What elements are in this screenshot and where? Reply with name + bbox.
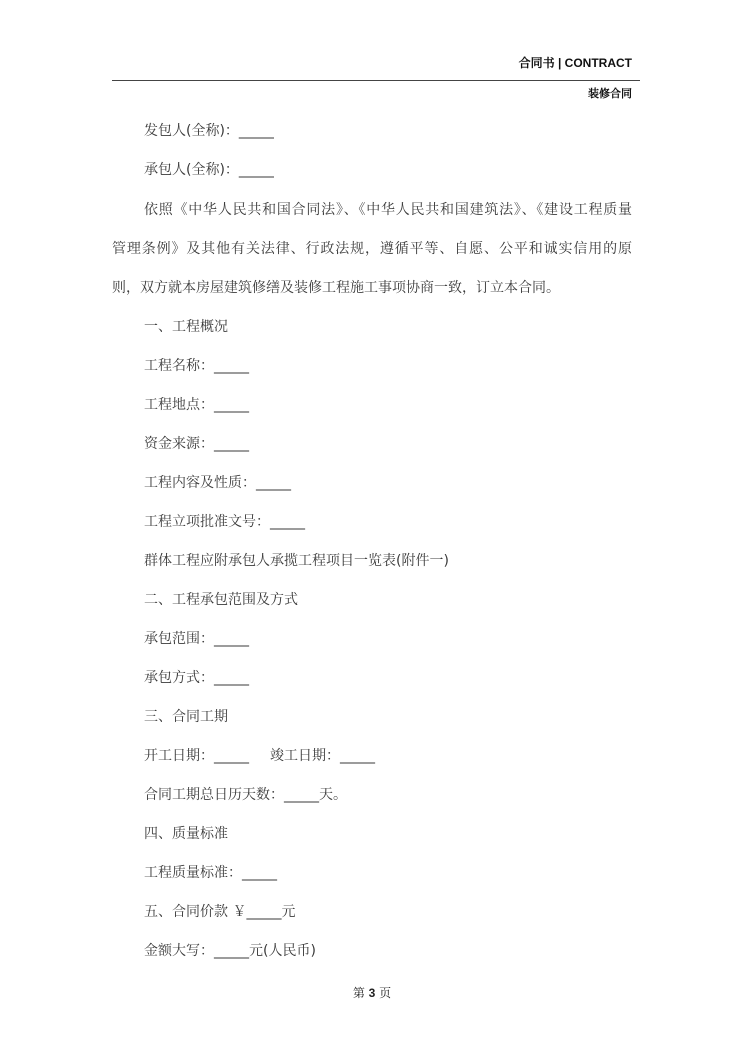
page-suffix: 页 <box>379 986 392 1000</box>
section-heading-5: 五、合同价款 ￥_____元 <box>144 904 296 920</box>
preamble-line-2: 管理条例》及其他有关法律、行政法规，遵循平等、自愿、公平和诚实信用的原 <box>112 241 632 257</box>
header-subtitle: 装修合同 <box>588 88 632 100</box>
section-heading-4: 四、质量标准 <box>144 826 228 842</box>
project-content-line: 工程内容及性质：_____ <box>144 475 291 491</box>
preamble-line-3: 则，双方就本房屋建筑修缮及装修工程施工事项协商一致，订立本合同。 <box>112 280 560 296</box>
header-title: 合同书 | CONTRACT <box>518 56 632 70</box>
section-heading-3: 三、合同工期 <box>144 709 228 725</box>
approval-number-line: 工程立项批准文号：_____ <box>144 514 305 530</box>
page-number-value: 3 <box>368 986 376 1000</box>
total-days-line: 合同工期总日历天数：_____天。 <box>144 787 347 803</box>
preamble-line-1: 依照《中华人民共和国合同法》、《中华人民共和国建筑法》、《建设工程质量 <box>144 202 632 218</box>
funding-source-line: 资金来源：_____ <box>144 436 249 452</box>
contract-method-line: 承包方式：_____ <box>144 670 249 686</box>
contractor-line: 承包人(全称)：_____ <box>144 162 274 178</box>
quality-standard-line: 工程质量标准：_____ <box>144 865 277 881</box>
page-prefix: 第 <box>352 986 365 1000</box>
project-location-line: 工程地点：_____ <box>144 397 249 413</box>
project-name-line: 工程名称：_____ <box>144 358 249 374</box>
header-rule <box>112 80 640 81</box>
group-project-note: 群体工程应附承包人承揽工程项目一览表(附件一) <box>144 553 449 569</box>
contract-scope-line: 承包范围：_____ <box>144 631 249 647</box>
completion-date-line: 竣工日期：_____ <box>270 748 375 764</box>
amount-in-words-line: 金额大写：_____元(人民币) <box>144 943 316 959</box>
section-heading-1: 一、工程概况 <box>144 319 228 335</box>
page-number <box>0 984 744 1001</box>
employer-line: 发包人(全称)：_____ <box>144 123 274 139</box>
start-date-line: 开工日期：_____ <box>144 748 249 764</box>
section-heading-2: 二、工程承包范围及方式 <box>144 592 298 608</box>
